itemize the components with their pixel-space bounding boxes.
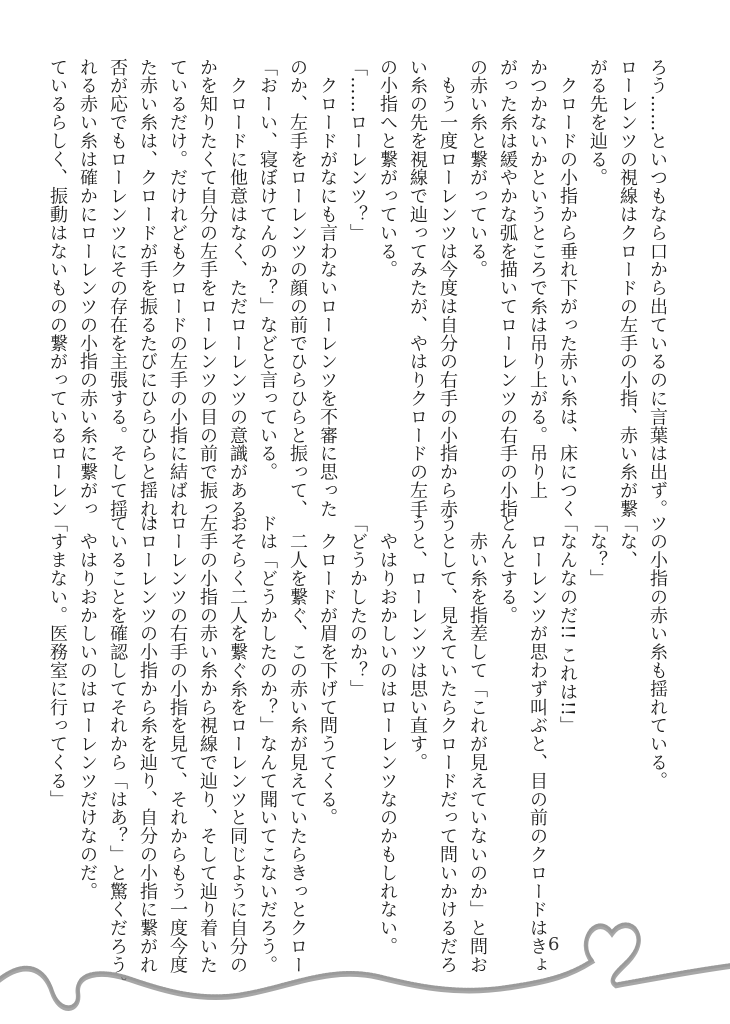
- text-line: ツの小指の赤い糸も揺れている。: [647, 514, 668, 790]
- text-line: 二人を繋ぐ、この赤い糸が見えていたらきっとクロー: [287, 514, 308, 974]
- text-line: がる先を辿る。: [587, 58, 608, 187]
- text-line: かつかないかというところで糸は吊り上がる。吊り上: [527, 58, 548, 500]
- text-line: うと、ローレンツは思い直す。: [407, 514, 428, 772]
- text-line: かを知りたくて自分の左手をローレンツの目の前で振っ: [197, 58, 218, 518]
- text-line: うとして、見えていたらクロードだって問いかけるだろ: [437, 514, 458, 974]
- page-number: 6: [548, 934, 560, 955]
- text-line: ローレンツが思わず叫ぶと、目の前のクロードはきょ: [527, 514, 548, 974]
- text-line: の小指へと繋がっている。: [377, 58, 398, 279]
- text-line: クロードが眉を下げて問うてくる。: [317, 514, 338, 827]
- text-line: クロードに他意はなく、ただローレンツの意識がある: [227, 58, 248, 518]
- text-line: やはりおかしいのはローレンツなのかもしれない。: [377, 514, 398, 956]
- text-line: い糸の先を視線で辿ってみたが、やはりクロードの左手: [407, 58, 428, 518]
- text-line: 「どうかしたのか？」: [347, 514, 368, 698]
- text-line: がった糸は緩やかな弧を描いてローレンツの右手の小指: [497, 58, 518, 518]
- text-line: とんとする。: [497, 514, 518, 625]
- text-line: はローレンツの小指から糸を辿り、自分の小指に繋がれ: [137, 514, 158, 974]
- text-line: ろう……といつもなら口から出ているのに言葉は出ず。: [647, 58, 668, 518]
- text-line: クロードがなにも言わないローレンツを不審に思った: [317, 58, 338, 518]
- text-line: ているだけ。だけれどもクロードの左手の小指に結ばれ: [167, 58, 188, 518]
- lower-text-block: [47, 514, 672, 993]
- text-line: ているらしく、振動はないものの繋がっているローレン: [47, 58, 68, 518]
- text-line: やはりおかしいのはローレンツだけなのだ。: [77, 514, 98, 901]
- text-line: 「な？」: [587, 514, 608, 588]
- text-line: 「……ローレンツ？」: [347, 58, 368, 242]
- text-line: の赤い糸と繋がっている。: [467, 58, 488, 279]
- text-line: 「おーい、寝ぼけてんのか？」などと言っている。: [257, 58, 278, 482]
- text-line: た赤い糸は、クロードが手を振るたびにひらひらと揺れ、: [137, 58, 158, 537]
- text-line: ていることを確認してそれから「はあ？」と驚くだろう。: [107, 514, 128, 993]
- text-line: 否が応でもローレンツにその存在を主張する。そして揺: [107, 58, 128, 518]
- text-line: 「なんなのだ!! これは!!」: [557, 514, 578, 735]
- ribbon-line: [0, 924, 730, 1007]
- text-line: クロードの小指から垂れ下がった赤い糸は、床につく: [557, 58, 578, 518]
- text-line: ローレンツの右手の小指を見て、それからもう一度今度: [167, 514, 188, 974]
- text-line: おそらく二人を繋ぐ糸をローレンツと同じように自分の: [227, 514, 248, 974]
- text-line: 「すまない。医務室に行ってくる」: [47, 514, 68, 809]
- text-line: ドは「どうかしたのか？」なんて聞いてこないだろう。: [257, 514, 278, 974]
- text-line: ローレンツの視線はクロードの左手の小指、赤い糸が繋: [617, 58, 638, 518]
- text-line: れる赤い糸は確かにローレンツの小指の赤い糸に繋がっ: [77, 58, 98, 518]
- text-line: 左手の小指の赤い糸から視線で辿り、そして辿り着いた: [197, 514, 218, 974]
- upper-text-block: [47, 58, 672, 537]
- text-line: のか、左手をローレンツの顔の前でひらひらと振って、: [287, 58, 308, 518]
- text-line: もう一度ローレンツは今度は自分の右手の小指から赤: [437, 58, 458, 518]
- text-line: 「な、: [617, 514, 638, 570]
- ribbon-heart-decoration: [0, 900, 730, 1024]
- text-line: 赤い糸を指差して「これが見えていないのか」と問お: [467, 514, 488, 974]
